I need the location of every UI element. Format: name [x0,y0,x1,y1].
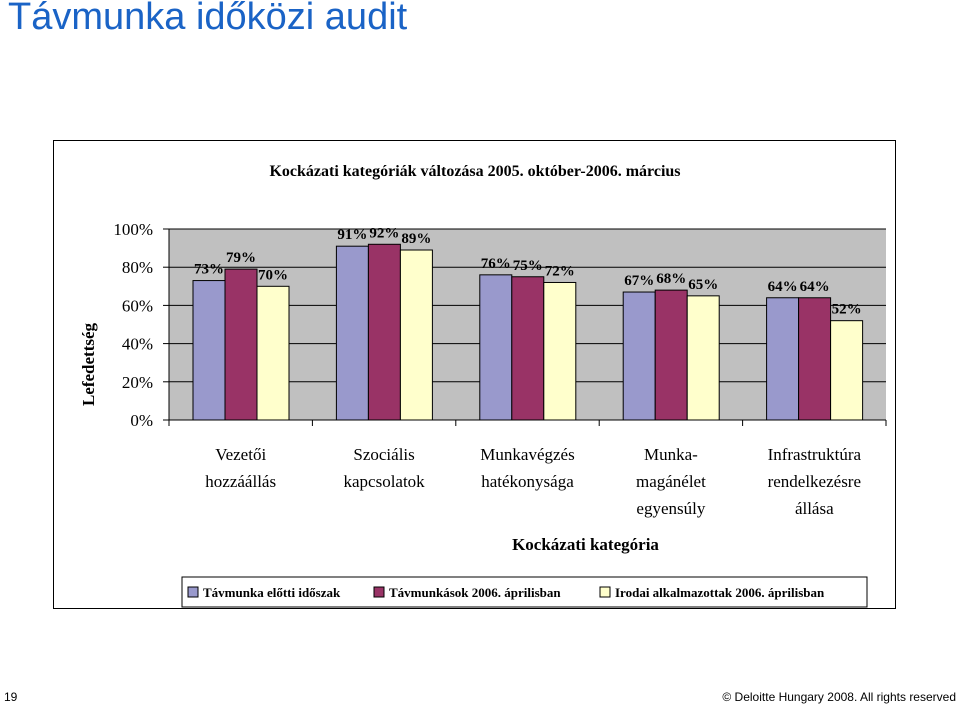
data-label: 64% [767,278,798,295]
data-label: 67% [624,273,655,290]
y-tick-label: 20% [121,372,153,392]
legend-swatch [374,587,384,597]
bar [480,275,512,420]
legend-label: Távmunka előtti időszak [203,585,341,600]
data-label: 65% [688,276,719,293]
bar [225,269,257,420]
y-tick-label: 40% [121,334,153,354]
x-tick-label: magánélet [635,472,706,491]
bar [193,281,225,420]
x-tick-label: hozzáállás [205,472,277,491]
data-label: 73% [194,261,224,278]
bar [368,244,400,420]
x-tick-label: egyensúly [636,499,706,518]
data-label: 76% [480,255,511,272]
data-label: 64% [799,278,830,295]
bar [655,290,687,420]
data-label: 72% [544,263,575,280]
x-tick-label: rendelkezésre [767,472,862,491]
x-tick-label: kapcsolatok [343,472,425,491]
data-label: 79% [226,250,256,267]
x-tick-label: Vezetői [215,445,267,464]
slide-title: Távmunka időközi audit [8,0,408,38]
legend-label: Távmunkások 2006. áprilisban [389,585,561,600]
x-tick-label: állása [794,499,834,518]
data-label: 89% [401,231,432,248]
chart-title: Kockázati kategóriák változása 2005. október-2006. március [269,163,681,180]
bar [400,250,432,420]
x-axis-title: Kockázati kategória [512,535,659,554]
y-tick-label: 100% [113,220,153,239]
copyright-notice: © Deloitte Hungary 2008. All rights reserved [722,690,956,704]
legend-swatch [188,587,198,597]
x-tick-label: Szociális [353,445,415,464]
legend-swatch [600,587,610,597]
x-tick-label: hatékonysága [481,472,574,491]
bar [799,298,831,420]
y-axis-title: Lefedettség [79,322,98,407]
bar [257,286,289,420]
data-label: 68% [656,271,687,288]
page-number: 19 [4,690,18,704]
bar [544,282,576,420]
bar [831,321,863,420]
data-label: 91% [337,227,368,244]
x-tick-label: Infrastruktúra [767,445,862,464]
data-label: 92% [369,225,400,242]
bar [512,277,544,420]
x-tick-label: Munkavégzés [480,445,575,464]
x-tick-label: Munka- [643,445,698,464]
bar [687,296,719,420]
bar-chart [54,141,897,610]
y-tick-label: 80% [121,258,153,278]
legend-label: Irodai alkalmazottak 2006. áprilisban [615,585,825,600]
data-label: 75% [512,257,543,274]
data-label: 70% [258,267,288,284]
chart-frame [53,140,896,609]
y-tick-label: 60% [121,296,153,316]
data-label: 52% [831,301,862,318]
bar [767,298,799,420]
bar [623,292,655,420]
y-tick-label: 0% [130,411,153,430]
bar [336,246,368,420]
